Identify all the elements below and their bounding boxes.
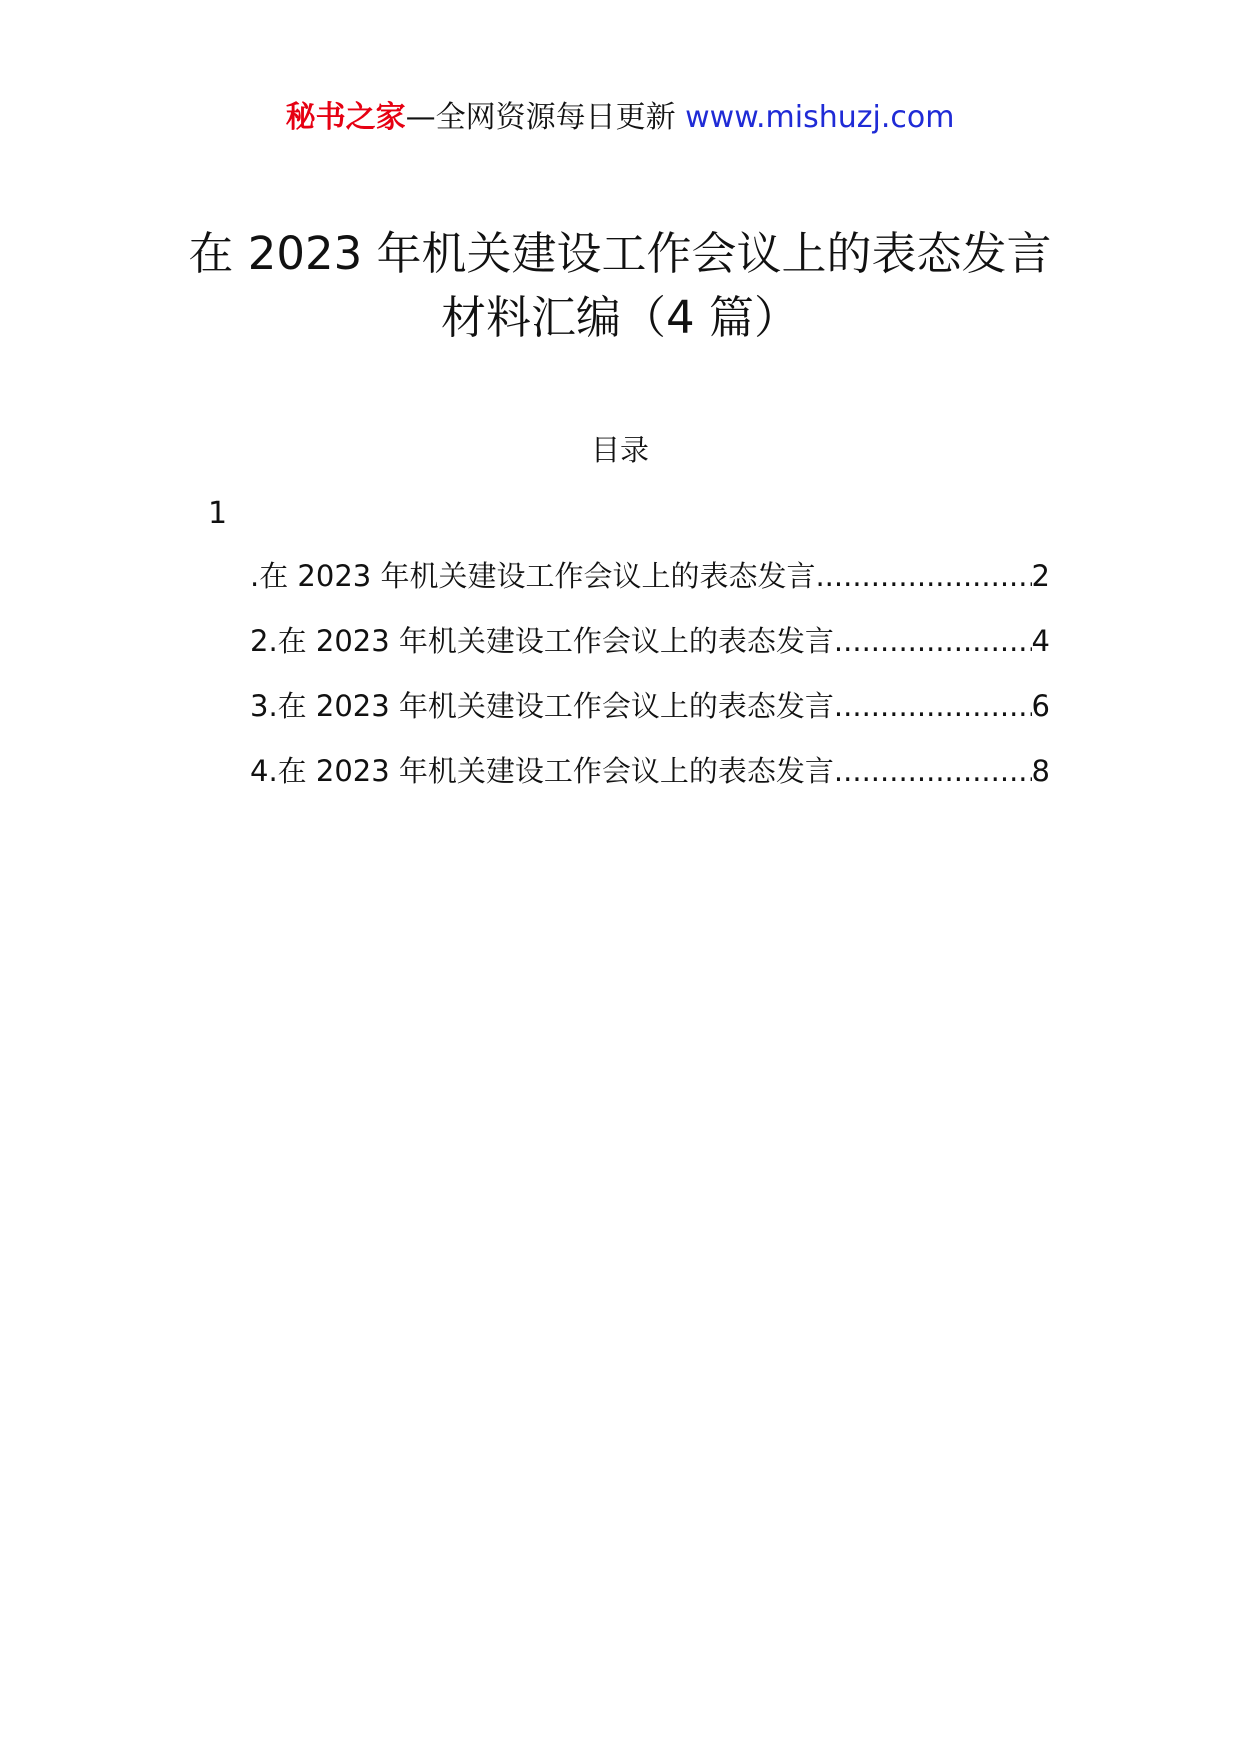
site-header <box>0 98 1240 138</box>
document-title <box>0 222 1240 350</box>
toc-stray-number: 1 <box>208 496 228 531</box>
toc-leader-dots <box>834 621 1032 661</box>
toc-leader-dots <box>834 686 1032 726</box>
toc-entry-4[interactable] <box>250 751 1050 816</box>
toc-entry-page: 4 <box>1031 624 1050 658</box>
toc-leader-dots <box>815 556 1031 596</box>
toc-entry-page: 6 <box>1031 689 1050 723</box>
toc-entry-2[interactable] <box>250 621 1050 686</box>
toc-entry-page: 8 <box>1031 754 1050 788</box>
toc-entry-3[interactable] <box>250 686 1050 751</box>
toc-leader-dots <box>834 751 1032 791</box>
title-line-1: 在 2023 年机关建设工作会议上的表态发言 <box>188 227 1052 280</box>
site-name: 秘书之家 <box>285 100 406 135</box>
toc-heading: 目录 <box>590 433 649 467</box>
toc-entry-label: .在 2023 年机关建设工作会议上的表态发言 <box>250 559 816 593</box>
toc-entry-label: 2.在 2023 年机关建设工作会议上的表态发言 <box>250 624 834 658</box>
site-url-link[interactable]: www.mishuzj.com <box>685 100 955 135</box>
toc-entry-label: 3.在 2023 年机关建设工作会议上的表态发言 <box>250 689 834 723</box>
site-slogan: —全网资源每日更新 <box>405 100 686 135</box>
toc-entry-1[interactable] <box>250 556 1050 621</box>
toc-entry-label: 4.在 2023 年机关建设工作会议上的表态发言 <box>250 754 834 788</box>
toc-entry-page: 2 <box>1031 559 1050 593</box>
title-line-2: 材料汇编（4 篇） <box>441 291 799 344</box>
table-of-contents <box>250 556 1050 816</box>
